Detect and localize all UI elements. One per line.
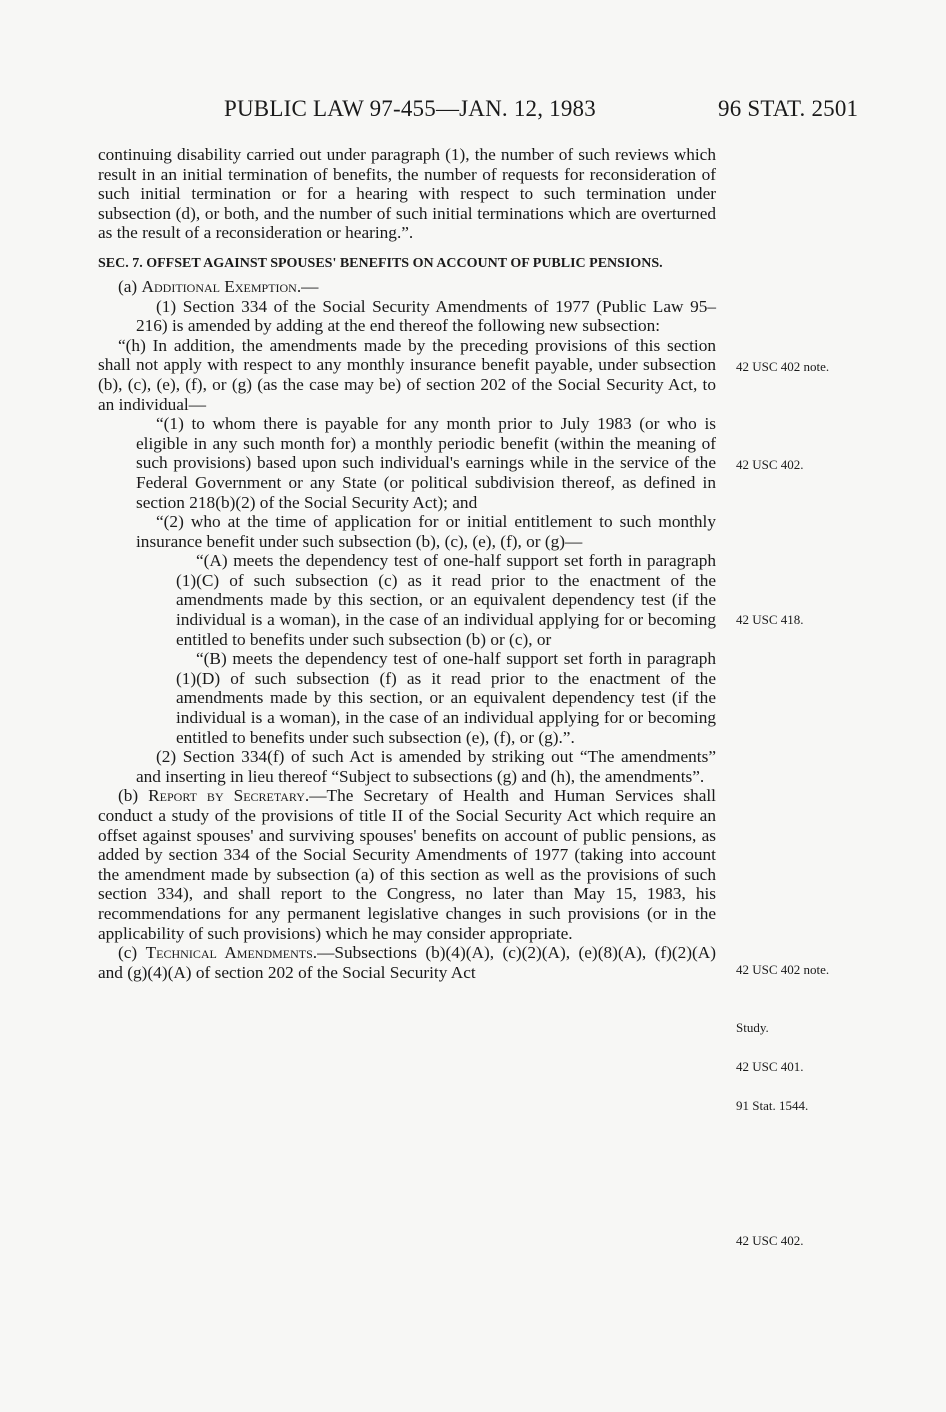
subsection-a-heading bbox=[98, 277, 716, 297]
section-7-heading: SEC. 7. OFFSET AGAINST SPOUSES' BENEFITS ON ACCOUNT OF PUBLIC PENSIONS. bbox=[98, 255, 663, 271]
margin-note: 42 USC 402 note. bbox=[736, 962, 830, 977]
subsection-a-title: Additional Exemption.— bbox=[141, 276, 319, 296]
subsection-c-title: Technical Amendments. bbox=[145, 943, 318, 963]
margin-note: 91 Stat. 1544. bbox=[736, 1098, 809, 1113]
margin-note: 42 USC 401. bbox=[736, 1059, 804, 1074]
subsection-b-label: (b) bbox=[118, 786, 149, 806]
paragraph-hA: “(A) meets the dependency test of one-half support set forth in paragraph (1)(C) of such subsection (c) as it read prior to the enactment of the amendments made by this section, or an equivalent dependency test (if the individual is a woman), in the case of an individual applying for or becoming entitled to benefits under such subsection (b) or (c), or bbox=[176, 551, 716, 649]
paragraph-hB: “(B) meets the dependency test of one-half support set forth in paragraph (1)(D) of such subsection (f) as it read prior to the enactment of the amendments made by this section, or an equivalent dependency test (if the individual is a woman), in the case of an individual applying for or becoming entitled to benefits under such subsection (e), (f), or (g).”. bbox=[176, 649, 716, 747]
margin-note: 42 USC 418. bbox=[736, 612, 804, 627]
margin-note: 42 USC 402 note. bbox=[736, 359, 830, 374]
paragraph-h2: “(2) who at the time of application for or initial entitlement to such monthly insurance benefit under such subsection (b), (c), (e), (f), or (g)— bbox=[136, 512, 716, 551]
paragraph-h: “(h) In addition, the amendments made by the preceding provisions of this section shall not apply with respect to any monthly insurance benefit payable, under subsection (b), (c), (e), (f), or (g) (as the case may be) of section 202 of the Social Security Act, to an individual— bbox=[98, 335, 716, 414]
subsection-a-label: (a) bbox=[118, 276, 142, 296]
subsection-b-title: Report by Secretary. bbox=[148, 786, 310, 806]
running-header-title: PUBLIC LAW 97-455—JAN. 12, 1983 bbox=[224, 96, 596, 121]
margin-note: 42 USC 402. bbox=[736, 1233, 804, 1248]
subsection-c-label: (c) bbox=[118, 943, 146, 963]
subsection-b-text: —The Secretary of Health and Human Services shall conduct a study of the provisions of title II of the Social Security Act which require an offset against spouses' and surviving spouses' benefits on account of public pensions, as added by section 334 of the Social Security Amendments of 1977 (taking into account the amendment made by subsection (a) of this section as well as the provisions of such section 334), and shall report to the Congress, no later than May 15, 1983, his recommendations for any permanent legislative changes in such provisions (or in the applicability of such provisions) which he may consider appropriate. bbox=[98, 786, 716, 943]
statute-page-number: 96 STAT. 2501 bbox=[718, 96, 859, 121]
subsection-c-text: —Subsections (b)(4)(A), (c)(2)(A), (e)(8)(A), (f)(2)(A) and (g)(4)(A) of section 202 of the Social Security Act bbox=[98, 943, 716, 982]
document-body bbox=[98, 145, 716, 982]
paragraph-h1: “(1) to whom there is payable for any month prior to July 1983 (or who is eligible in any such month for) a monthly periodic benefit (within the meaning of such provisions) based upon such individual's earnings while in the service of the Federal Government or any State (or political subdivision thereof, as defined in section 218(b)(2) of the Social Security Act); and bbox=[136, 414, 716, 512]
paragraph-a1: (1) Section 334 of the Social Security Amendments of 1977 (Public Law 95–216) is amended by adding at the end thereof the following new subsection: bbox=[136, 296, 716, 336]
paragraph-a2: (2) Section 334(f) of such Act is amended by striking out “The amendments” and inserting in lieu thereof “Subject to subsections (g) and (h), the amendments”. bbox=[136, 747, 716, 786]
subsection-b bbox=[98, 786, 716, 943]
paragraph-continuing: continuing disability carried out under paragraph (1), the number of such reviews which result in an initial termination of benefits, the number of requests for reconsideration of such initial termination or for a hearing with respect to such termination under subsection (d), or both, and the number of such initial terminations which are overturned as the result of a reconsideration or hearing.”. bbox=[98, 145, 716, 243]
subsection-c bbox=[98, 943, 716, 982]
margin-note: Study. bbox=[736, 1020, 769, 1035]
margin-note: 42 USC 402. bbox=[736, 457, 804, 472]
